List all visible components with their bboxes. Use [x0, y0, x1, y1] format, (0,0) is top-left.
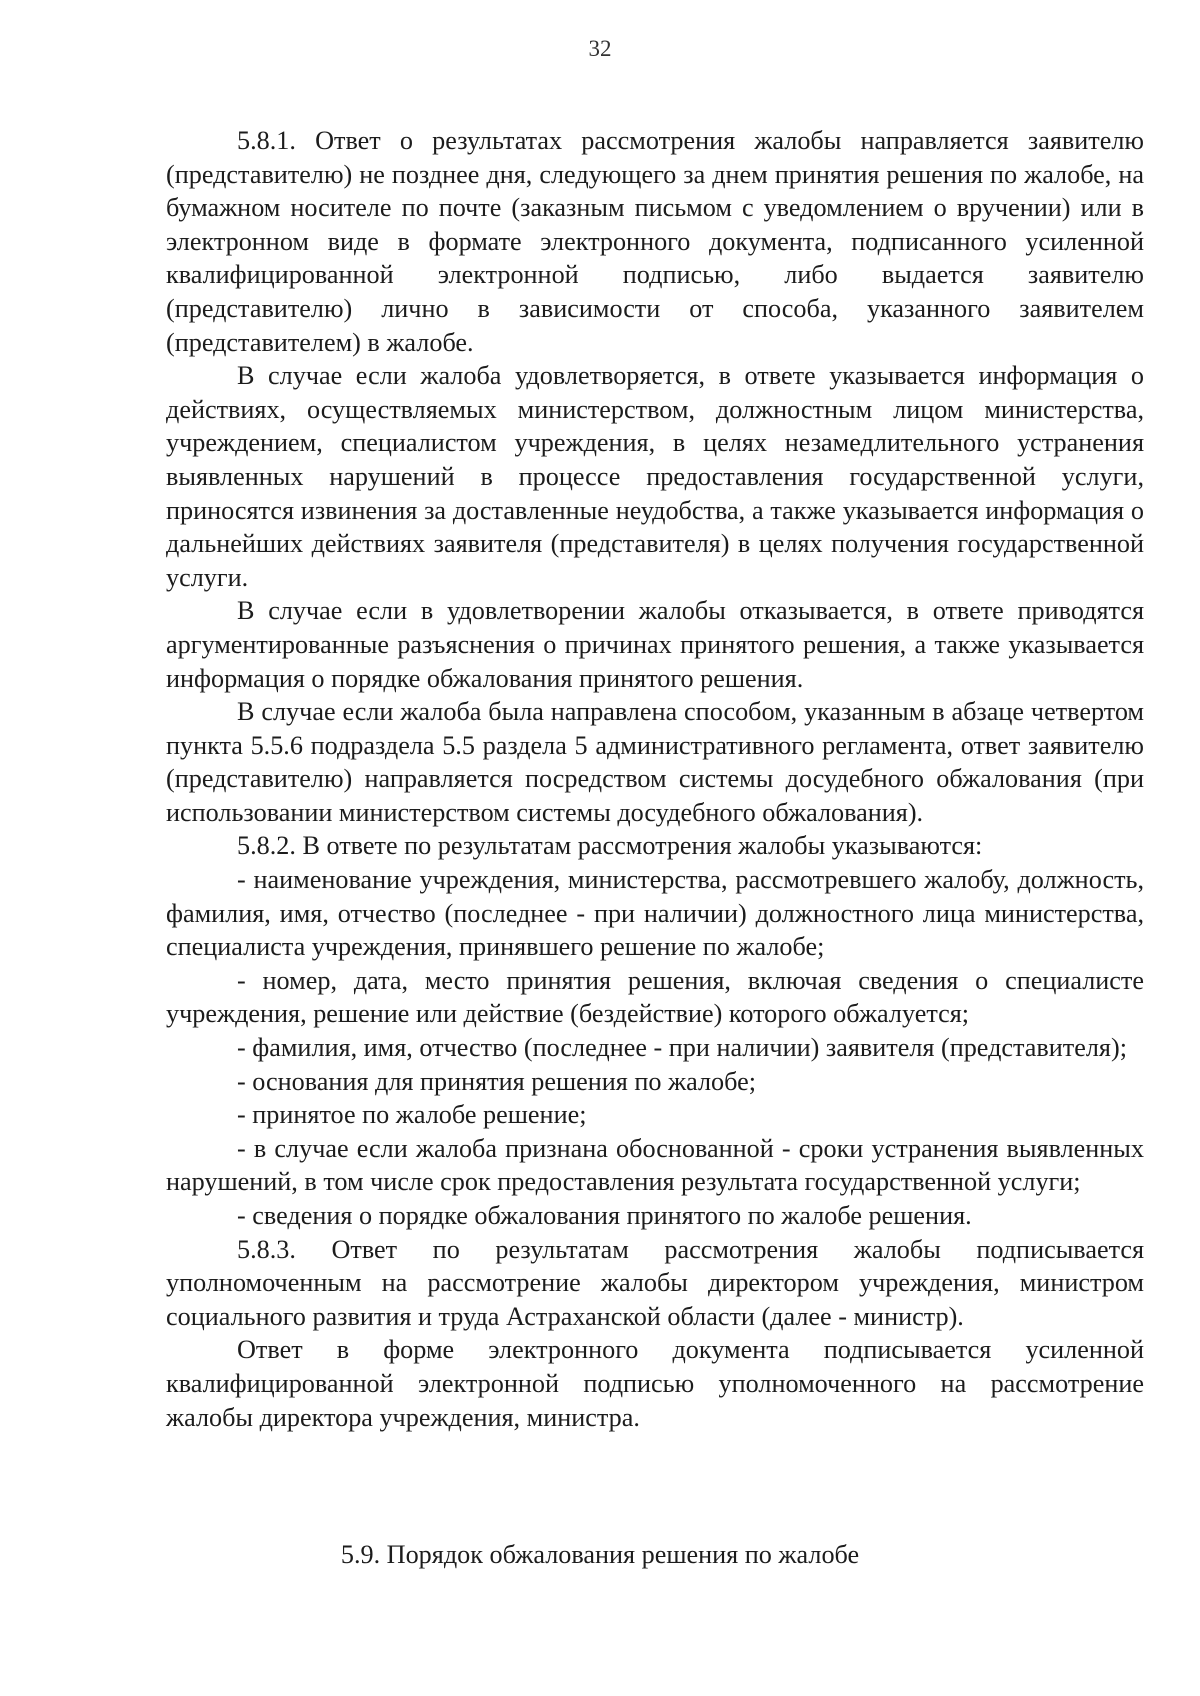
list-item: - сведения о порядке обжалования принятого по жалобе решения. [237, 1201, 972, 1230]
list-item: - в случае если жалоба признана обоснованной - сроки устранения выявленных нарушений, в том числе срок предоставления результата государственной услуги; [166, 1133, 1144, 1197]
paragraph-pretrial-system: В случае если жалоба была направлена способом, указанным в абзаце четвертом пункта 5.5.6 подраздела 5.5 раздела 5 административного регламента, ответ заявителю (представителю) направляется посредством системы досудебного обжалования (при использовании министерством системы досудебного обжалования). [166, 697, 1144, 827]
paragraph-5-8-3: 5.8.3. Ответ по результатам рассмотрения жалобы подписывается уполномоченным на рассмотрение жалобы директором учреждения, министром социального развития и труда Астраханской области (далее - министр). [166, 1234, 1144, 1331]
paragraph-complaint-satisfied: В случае если жалоба удовлетворяется, в ответе указывается информация о действиях, осуществляемых министерством, должностным лицом министерства, учреждением, специалистом учреждения, в целях незамедлительного устранения выявленных нарушений в процессе предоставления государственной услуги, приносятся извинения за доставленные неудобства, а также указывается информация о дальнейших действиях заявителя (представителя) в целях получения государственной услуги. [166, 361, 1144, 592]
paragraph-electronic-signature: Ответ в форме электронного документа подписывается усиленной квалифицированной электронной подписью уполномоченного на рассмотрение жалобы директора учреждения, министра. [166, 1335, 1144, 1432]
paragraph-5-8-2: 5.8.2. В ответе по результатам рассмотрения жалобы указываются: [237, 831, 983, 861]
list-item: - основания для принятия решения по жалобе; [237, 1066, 756, 1096]
section-heading: 5.9. Порядок обжалования решения по жалобе [340, 1540, 860, 1569]
list-item: - принятое по жалобе решение; [237, 1100, 587, 1130]
paragraph-5-8-1: 5.8.1. Ответ о результатах рассмотрения жалобы направляется заявителю (представителю) не позднее дня, следующего за днем принятия решения по жалобе, на бумажном носителе по почте (заказным письмом с уведомлением о вручении) или в электронном виде в формате электронного документа, подписанного усиленной квалифицированной электронной подписью, либо выдается заявителю (представителю) лично в зависимости от способа, указанного заявителем (представителем) в жалобе. [166, 126, 1144, 357]
list-item: - наименование учреждения, министерства, рассмотревшего жалобу, должность, фамилия, имя, отчество (последнее - при наличии) должностного лица министерства, специалиста учреждения, принявшего решение по жалобе; [166, 865, 1144, 962]
body-text [166, 124, 1144, 1434]
list-item: - фамилия, имя, отчество (последнее - при наличии) заявителя (представителя); [237, 1033, 1127, 1063]
list-item: - номер, дата, место принятия решения, включая сведения о специалисте учреждения, решение или действие (бездействие) которого обжалуется; [166, 965, 1144, 1029]
page-number: 32 [588, 36, 612, 61]
paragraph-complaint-refused: В случае если в удовлетворении жалобы отказывается, в ответе приводятся аргументированные разъяснения о причинах принятого решения, а также указывается информация о порядке обжалования принятого решения. [166, 596, 1144, 693]
